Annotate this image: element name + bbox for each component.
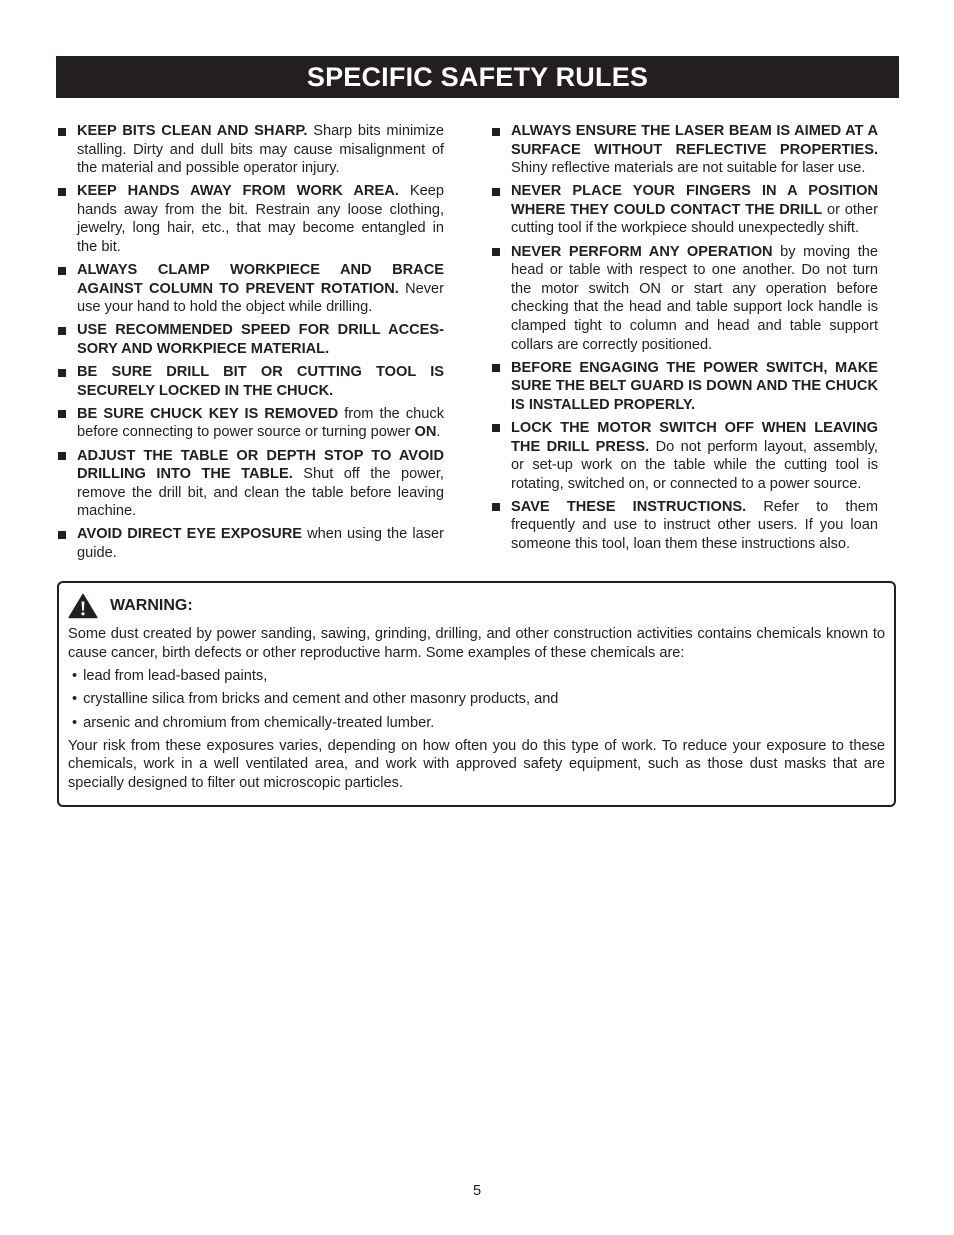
rule-item: KEEP BITS CLEAN AND SHARP. Sharp bits minimize stalling. Dirty and dull bits may cause misalignment of the material and possible operator injury. xyxy=(57,122,444,178)
square-bullet-icon xyxy=(492,248,500,256)
warning-list xyxy=(68,667,885,732)
safety-rules-right-column xyxy=(491,122,878,558)
rule-item: ALWAYS ENSURE THE LASER BEAM IS AIMED AT A SURFACE WITHOUT REFLECTIVE PROPERTIES. Shiny reflective materials are not suitable for laser use. xyxy=(491,122,878,178)
square-bullet-icon xyxy=(492,503,500,511)
square-bullet-icon xyxy=(492,188,500,196)
rule-item: ALWAYS CLAMP WORKPIECE AND BRACE AGAINST COLUMN TO PREVENT ROTATION. Never use your hand to hold the object while drilling. xyxy=(57,261,444,317)
warning-outro: Your risk from these exposures varies, depending on how often you do this type of work. To reduce your exposure to these chemicals, work in a well ventilated area, and work with approved safety equipment, such as those dust masks that are specially designed to filter out microscopic particles. xyxy=(68,737,885,791)
rule-item: AVOID DIRECT EYE EXPOSURE when using the laser guide. xyxy=(57,525,444,562)
safety-rules-left-column xyxy=(57,122,444,567)
title-bar xyxy=(56,56,899,98)
list-item: • arsenic and chromium from chemically-treated lumber. xyxy=(72,714,435,731)
square-bullet-icon xyxy=(58,369,66,377)
square-bullet-icon xyxy=(58,410,66,418)
rule-item: USE RECOMMENDED SPEED FOR DRILL ACCES-SORY AND WORKPIECE MATERIAL. xyxy=(57,321,444,358)
rule-item: LOCK THE MOTOR SWITCH OFF WHEN LEAVING THE DRILL PRESS. Do not perform layout, assembly, or set-up work on the table while the cutting tool is rotating, switched on, or connected to a power source. xyxy=(491,419,878,493)
page-title: SPECIFIC SAFETY RULES xyxy=(306,61,649,92)
square-bullet-icon xyxy=(58,188,66,196)
square-bullet-icon xyxy=(58,267,66,275)
rule-item: BE SURE DRILL BIT OR CUTTING TOOL IS SECURELY LOCKED IN THE CHUCK. xyxy=(57,363,444,400)
square-bullet-icon xyxy=(492,364,500,372)
square-bullet-icon xyxy=(492,128,500,136)
rule-item: BEFORE ENGAGING THE POWER SWITCH, MAKE SURE THE BELT GUARD IS DOWN AND THE CHUCK IS INSTALLED PROPERLY. xyxy=(491,359,878,415)
rule-item: NEVER PERFORM ANY OPERATION by moving the head or table with respect to one another. Do not turn the motor switch ON or start any operation before checking that the head and table support lock handle is clamped tight to column and head and table support collars are correctly positioned. xyxy=(491,243,878,355)
bullet-dot: • xyxy=(72,714,78,731)
warning-intro: Some dust created by power sanding, sawing, grinding, drilling, and other construction activities contains chemicals known to cause cancer, birth defects or other reproductive harm. Some examples of these chemicals are: xyxy=(68,626,885,661)
square-bullet-icon xyxy=(492,424,500,432)
list-item: • lead from lead-based paints, xyxy=(72,668,268,685)
rule-item: KEEP HANDS AWAY FROM WORK AREA. Keep hands away from the bit. Restrain any loose clothing, jewelry, long hair, etc., that may become entangled in the bit. xyxy=(57,182,444,256)
warning-box xyxy=(57,581,896,807)
warning-header xyxy=(68,591,885,621)
square-bullet-icon xyxy=(58,452,66,460)
square-bullet-icon xyxy=(58,128,66,136)
list-item: • crystalline silica from bricks and cement and other masonry products, and xyxy=(72,691,559,708)
bullet-dot: • xyxy=(72,691,78,708)
warning-label: WARNING: xyxy=(110,596,193,614)
rule-item: BE SURE CHUCK KEY IS REMOVED from the chuck before connecting to power source or turning power ON. xyxy=(57,405,444,442)
warning-triangle-icon xyxy=(68,593,98,619)
square-bullet-icon xyxy=(58,327,66,335)
bullet-dot: • xyxy=(72,668,78,685)
rule-item: NEVER PLACE YOUR FINGERS IN A POSITION WHERE THEY COULD CONTACT THE DRILL or other cutting tool if the workpiece should unexpectedly shift. xyxy=(491,182,878,238)
rule-item: SAVE THESE INSTRUCTIONS. Refer to them frequently and use to instruct other users. If you loan someone this tool, loan them these instructions also. xyxy=(491,498,878,554)
rule-item: ADJUST THE TABLE OR DEPTH STOP TO AVOID DRILLING INTO THE TABLE. Shut off the power, remove the drill bit, and clean the table before leaving machine. xyxy=(57,447,444,521)
page-number: 5 xyxy=(472,1183,482,1199)
square-bullet-icon xyxy=(58,531,66,539)
